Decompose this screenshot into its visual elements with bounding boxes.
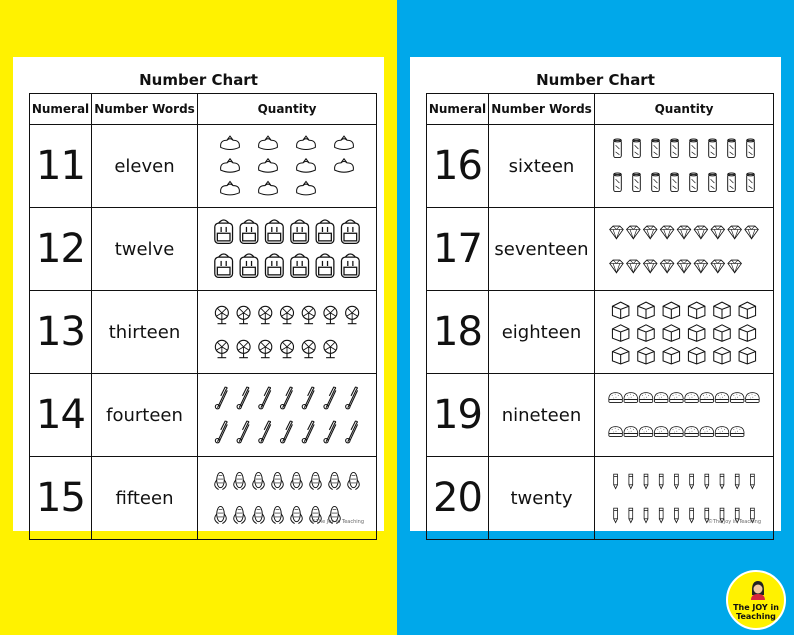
quantity-cell [198,208,377,291]
fan-icon [237,306,250,323]
table-row [427,374,774,457]
quantity-pictures [202,132,372,200]
number-words-header: Number Words [489,94,595,125]
number-word-cell: eighteen [489,291,595,374]
table-row [30,374,377,457]
bun-icon [746,393,760,403]
bun-icon [639,427,653,437]
firewood-icon [633,139,641,158]
backpack-icon [316,254,334,277]
box-icon [688,347,704,363]
quantity-header: Quantity [595,94,774,125]
corn-icon [348,472,360,489]
teacher-avatar-icon [749,580,767,600]
corn-icon [272,472,284,489]
diamond-icon [728,260,742,273]
diamond-icon [660,260,674,273]
pencil-icon [720,474,724,488]
diamond-icon [745,226,759,239]
lily-pad-icon [335,136,354,149]
safety-pin-icon [259,387,271,409]
fan-icon [237,340,250,357]
diamond-icon [643,260,657,273]
table-row [427,208,774,291]
bun-icon [700,427,714,437]
joy-in-teaching-logo [726,570,786,630]
lily-pad-icon [221,159,240,172]
quantity-pictures [202,298,372,366]
quantity-cell [198,291,377,374]
safety-pin-icon [302,421,314,443]
pencil-icon [735,474,739,488]
pencil-icon [614,474,618,488]
pencil-icon [644,508,648,522]
pencil-icon [659,474,663,488]
safety-pin-icon [259,421,271,443]
backpack-icon [240,220,258,243]
firewood-icon [728,139,736,158]
fan-icon [259,306,272,323]
backpack-icon [316,220,334,243]
corn-icon [234,472,246,489]
numeral-cell: 17 [427,208,489,291]
fan-icon [324,340,337,357]
pencil-icon [629,474,633,488]
firewood-icon [652,139,660,158]
pencil-icon [705,474,709,488]
table-row [30,208,377,291]
sheet-title: Number Chart [139,71,258,89]
sheet-title: Number Chart [536,71,655,89]
number-chart-sheet-right [410,57,781,531]
box-icon [638,347,654,363]
box-icon [714,347,730,363]
pencil-icon [690,508,694,522]
pencil-icon [675,508,679,522]
diamond-icon [660,226,674,239]
firewood-icon [652,173,660,192]
pencil-icon [629,508,633,522]
bun-icon [670,393,684,403]
number-word-cell: seventeen [489,208,595,291]
numeral-cell: 12 [30,208,92,291]
numeral-cell: 14 [30,374,92,457]
bun-icon [670,427,684,437]
quantity-cell [198,457,377,540]
pencil-icon [690,474,694,488]
pencil-icon [751,474,755,488]
number-word-cell: sixteen [489,125,595,208]
firewood-icon [728,173,736,192]
fan-icon [346,306,359,323]
lily-pad-icon [259,181,278,194]
safety-pin-icon [324,421,336,443]
diamond-icon [711,260,725,273]
lily-pad-icon [297,181,316,194]
diamond-icon [610,226,624,239]
number-chart-table [426,93,774,540]
diamond-icon [728,226,742,239]
safety-pin-icon [237,421,249,443]
box-icon [638,302,654,318]
safety-pin-icon [215,421,227,443]
corn-icon [329,472,341,489]
box-icon [714,302,730,318]
box-icon [663,325,679,341]
safety-pin-icon [346,421,358,443]
bun-icon [730,427,744,437]
corn-icon [215,506,227,523]
quantity-pictures [599,132,769,200]
lily-pad-icon [259,136,278,149]
logo-line-2: Teaching [736,612,776,621]
quantity-pictures [599,215,769,283]
bun-icon [624,393,638,403]
bun-icon [639,393,653,403]
box-icon [663,302,679,318]
diamond-icon [711,226,725,239]
number-word-cell: twenty [489,457,595,540]
firewood-icon [633,173,641,192]
header-row [30,94,377,125]
logo-text [728,603,784,621]
bun-icon [654,393,668,403]
corn-icon [234,506,246,523]
header-row [427,94,774,125]
table-row [30,125,377,208]
box-icon [612,302,628,318]
quantity-pictures [599,381,769,449]
diamond-icon [677,260,691,273]
firewood-icon [709,139,717,158]
pencil-icon [675,474,679,488]
bun-icon [685,393,699,403]
backpack-icon [291,254,309,277]
lily-pad-icon [297,136,316,149]
diamond-icon [610,260,624,273]
diamond-icon [677,226,691,239]
safety-pin-icon [280,387,292,409]
number-word-cell: fifteen [92,457,198,540]
table-row [30,457,377,540]
numeral-cell: 18 [427,291,489,374]
number-word-cell: nineteen [489,374,595,457]
quantity-pictures [202,381,372,449]
bun-icon [609,427,623,437]
safety-pin-icon [237,387,249,409]
diamond-icon [627,260,641,273]
number-word-cell: eleven [92,125,198,208]
table-row [427,291,774,374]
corn-icon [272,506,284,523]
bun-icon [715,427,729,437]
box-icon [638,325,654,341]
backpack-icon [291,220,309,243]
lily-pad-icon [221,181,240,194]
copyright-credit: ©The Joy in Teaching [707,519,761,525]
numeral-header: Numeral [427,94,489,125]
corn-icon [253,472,265,489]
bun-icon [730,393,744,403]
diamond-icon [694,260,708,273]
firewood-icon [709,173,717,192]
corn-icon [253,506,265,523]
quantity-cell [198,125,377,208]
bun-icon [700,393,714,403]
fan-icon [302,306,315,323]
fan-icon [215,306,228,323]
number-word-cell: twelve [92,208,198,291]
number-chart-sheet-left [13,57,384,531]
number-chart-table [29,93,377,540]
safety-pin-icon [302,387,314,409]
backpack-icon [240,254,258,277]
firewood-icon [614,173,622,192]
corn-icon [291,472,303,489]
safety-pin-icon [346,387,358,409]
backpack-icon [265,220,283,243]
corn-icon [215,472,227,489]
backpack-icon [341,220,359,243]
safety-pin-icon [324,387,336,409]
corn-icon [310,472,322,489]
numeral-cell: 15 [30,457,92,540]
number-word-cell: fourteen [92,374,198,457]
bun-icon [624,427,638,437]
quantity-pictures [599,298,769,366]
fan-icon [324,306,337,323]
box-icon [739,302,755,318]
box-icon [663,347,679,363]
box-icon [714,325,730,341]
bun-icon [685,427,699,437]
table-row [427,457,774,540]
box-icon [739,325,755,341]
numeral-cell: 11 [30,125,92,208]
number-words-header: Number Words [92,94,198,125]
quantity-cell [595,374,774,457]
pencil-icon [659,508,663,522]
backpack-icon [215,254,233,277]
quantity-cell [595,291,774,374]
quantity-cell [595,208,774,291]
fan-icon [280,340,293,357]
quantity-cell [595,457,774,540]
copyright-credit: ©The Joy in Teaching [310,519,364,525]
firewood-icon [690,173,698,192]
pencil-icon [614,508,618,522]
quantity-pictures [202,215,372,283]
numeral-header: Numeral [30,94,92,125]
bun-icon [715,393,729,403]
quantity-cell [595,125,774,208]
lily-pad-icon [297,159,316,172]
firewood-icon [747,173,755,192]
fan-icon [259,340,272,357]
safety-pin-icon [215,387,227,409]
box-icon [688,302,704,318]
backpack-icon [265,254,283,277]
firewood-icon [671,139,679,158]
numeral-cell: 16 [427,125,489,208]
diamond-icon [694,226,708,239]
firewood-icon [614,139,622,158]
backpack-icon [215,220,233,243]
fan-icon [215,340,228,357]
logo-line-1: The JOY in [733,603,779,612]
table-row [427,125,774,208]
firewood-icon [671,173,679,192]
numeral-cell: 19 [427,374,489,457]
diamond-icon [627,226,641,239]
box-icon [612,325,628,341]
safety-pin-icon [280,421,292,443]
lily-pad-icon [221,136,240,149]
backpack-icon [341,254,359,277]
box-icon [739,347,755,363]
diamond-icon [643,226,657,239]
numeral-cell: 13 [30,291,92,374]
box-icon [688,325,704,341]
number-word-cell: thirteen [92,291,198,374]
numeral-cell: 20 [427,457,489,540]
lily-pad-icon [259,159,278,172]
box-icon [612,347,628,363]
fan-icon [280,306,293,323]
firewood-icon [690,139,698,158]
quantity-cell [198,374,377,457]
pencil-icon [644,474,648,488]
quantity-header: Quantity [198,94,377,125]
table-row [30,291,377,374]
fan-icon [302,340,315,357]
bun-icon [654,427,668,437]
lily-pad-icon [335,159,354,172]
bun-icon [609,393,623,403]
corn-icon [291,506,303,523]
firewood-icon [747,139,755,158]
